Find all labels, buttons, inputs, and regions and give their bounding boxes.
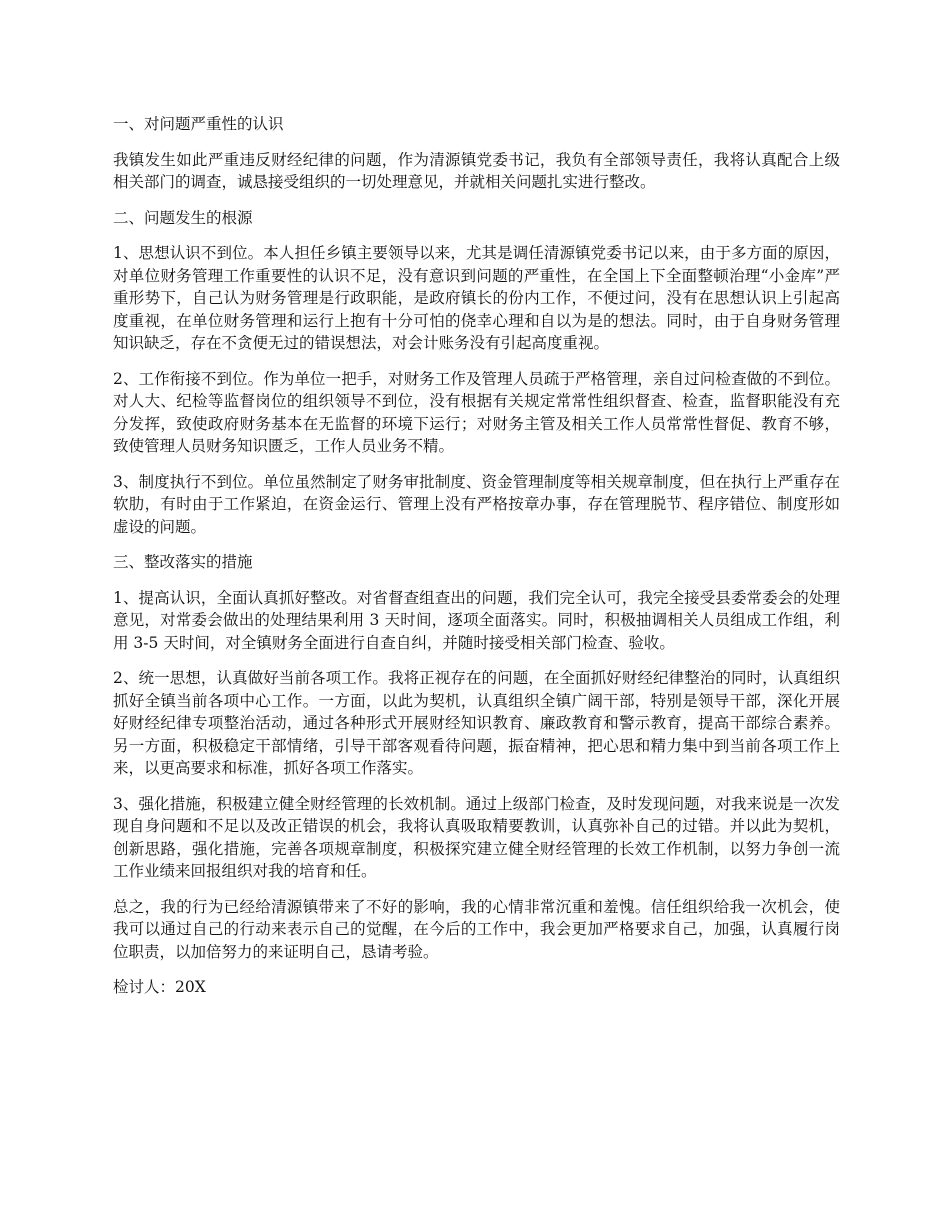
signature-line: 检讨人：20X — [113, 978, 206, 996]
document-body — [113, 113, 840, 999]
paragraph: 1、思想认识不到位。本人担任乡镇主要领导以来，尤其是调任清源镇党委书记以来，由于多方面的原因，对单位财务管理工作重要性的认识不足，没有意识到问题的严重性，在全国上下全面整顿治理“小金库”严重形势下，自己认为财务管理是行政职能，是政府镇长的份内工作，不便过问，没有在思想认识上引起高度重视，在单位财务管理和运行上抱有十分可怕的侥幸心理和自以为是的想法。同时，由于自身财务管理知识缺乏，存在不贪便无过的错误想法，对会计账务没有引起高度重视。 — [113, 244, 840, 352]
paragraph: 1、提高认识，全面认真抓好整改。对省督查组查出的问题，我们完全认可，我完全接受县委常委会的处理意见，对常委会做出的处理结果利用 3 天时间，逐项全面落实。同时，积极抽调相关人员组成工作组，利用 3-5 天时间，对全镇财务全面进行自查自纠，并随时接受相关部门检查、验收。 — [113, 588, 840, 652]
section-heading: 三、整改落实的措施 — [113, 553, 253, 571]
paragraph: 我镇发生如此严重违反财经纪律的问题，作为清源镇党委书记，我负有全部领导责任，我将认真配合上级相关部门的调查，诚恳接受组织的一切处理意见，并就相关问题扎实进行整改。 — [113, 150, 840, 191]
section-heading: 二、问题发生的根源 — [113, 208, 253, 227]
section-2 — [113, 207, 840, 539]
paragraph: 3、强化措施，积极建立健全财经管理的长效机制。通过上级部门检查，及时发现问题，对我来说是一次发现自身问题和不足以及改正错误的机会，我将认真吸取精要教训，认真弥补自己的过错。并以此为契机，创新思路，强化措施，完善各项规章制度，积极探究建立健全财经管理的长效工作机制，以努力争创一流工作业绩来回报组织对我的培育和任。 — [113, 794, 840, 880]
paragraph: 2、统一思想，认真做好当前各项工作。我将正视存在的问题，在全面抓好财经纪律整治的同时，认真组织抓好全镇当前各项中心工作。一方面，以此为契机，认真组织全镇广阔干部，特别是领导干部，深化开展好财经纪律专项整治活动，通过各种形式开展财经知识教育、廉政教育和警示教育，提高干部综合素养。另一方面，积极稳定干部情绪，引导干部客观看待问题，振奋精神，把心思和精力集中到当前各项工作上来，以更高要求和标准，抓好各项工作落实。 — [113, 669, 840, 777]
paragraph: 总之，我的行为已经给清源镇带来了不好的影响，我的心情非常沉重和羞愧。信任组织给我一次机会，使我可以通过自己的行动来表示自己的觉醒，在今后的工作中，我会更加严格要求自己，加强，认真履行岗位职责，以加倍努力的来证明自己，恳请考验。 — [113, 897, 840, 961]
paragraph: 2、工作衔接不到位。作为单位一把手，对财务工作及管理人员疏于严格管理，亲自过问检查做的不到位。对人大、纪检等监督岗位的组织领导不到位，没有根据有关规定常常性组织督查、检查，监督职能没有充分发挥，致使政府财务基本在无监督的环境下运行；对财务主管及相关工作人员常常性督促、教育不够，致使管理人员财务知识匮乏，工作人员业务不精。 — [113, 369, 840, 455]
section-3 — [113, 551, 840, 963]
section-heading: 一、对问题严重性的认识 — [113, 115, 284, 133]
paragraph: 3、制度执行不到位。单位虽然制定了财务审批制度、资金管理制度等相关规章制度，但在执行上严重存在软肋，有时由于工作紧迫，在资金运行、管理上没有严格按章办事，存在管理脱节、程序错位、制度形如虚设的问题。 — [113, 472, 840, 536]
section-1 — [113, 113, 840, 194]
